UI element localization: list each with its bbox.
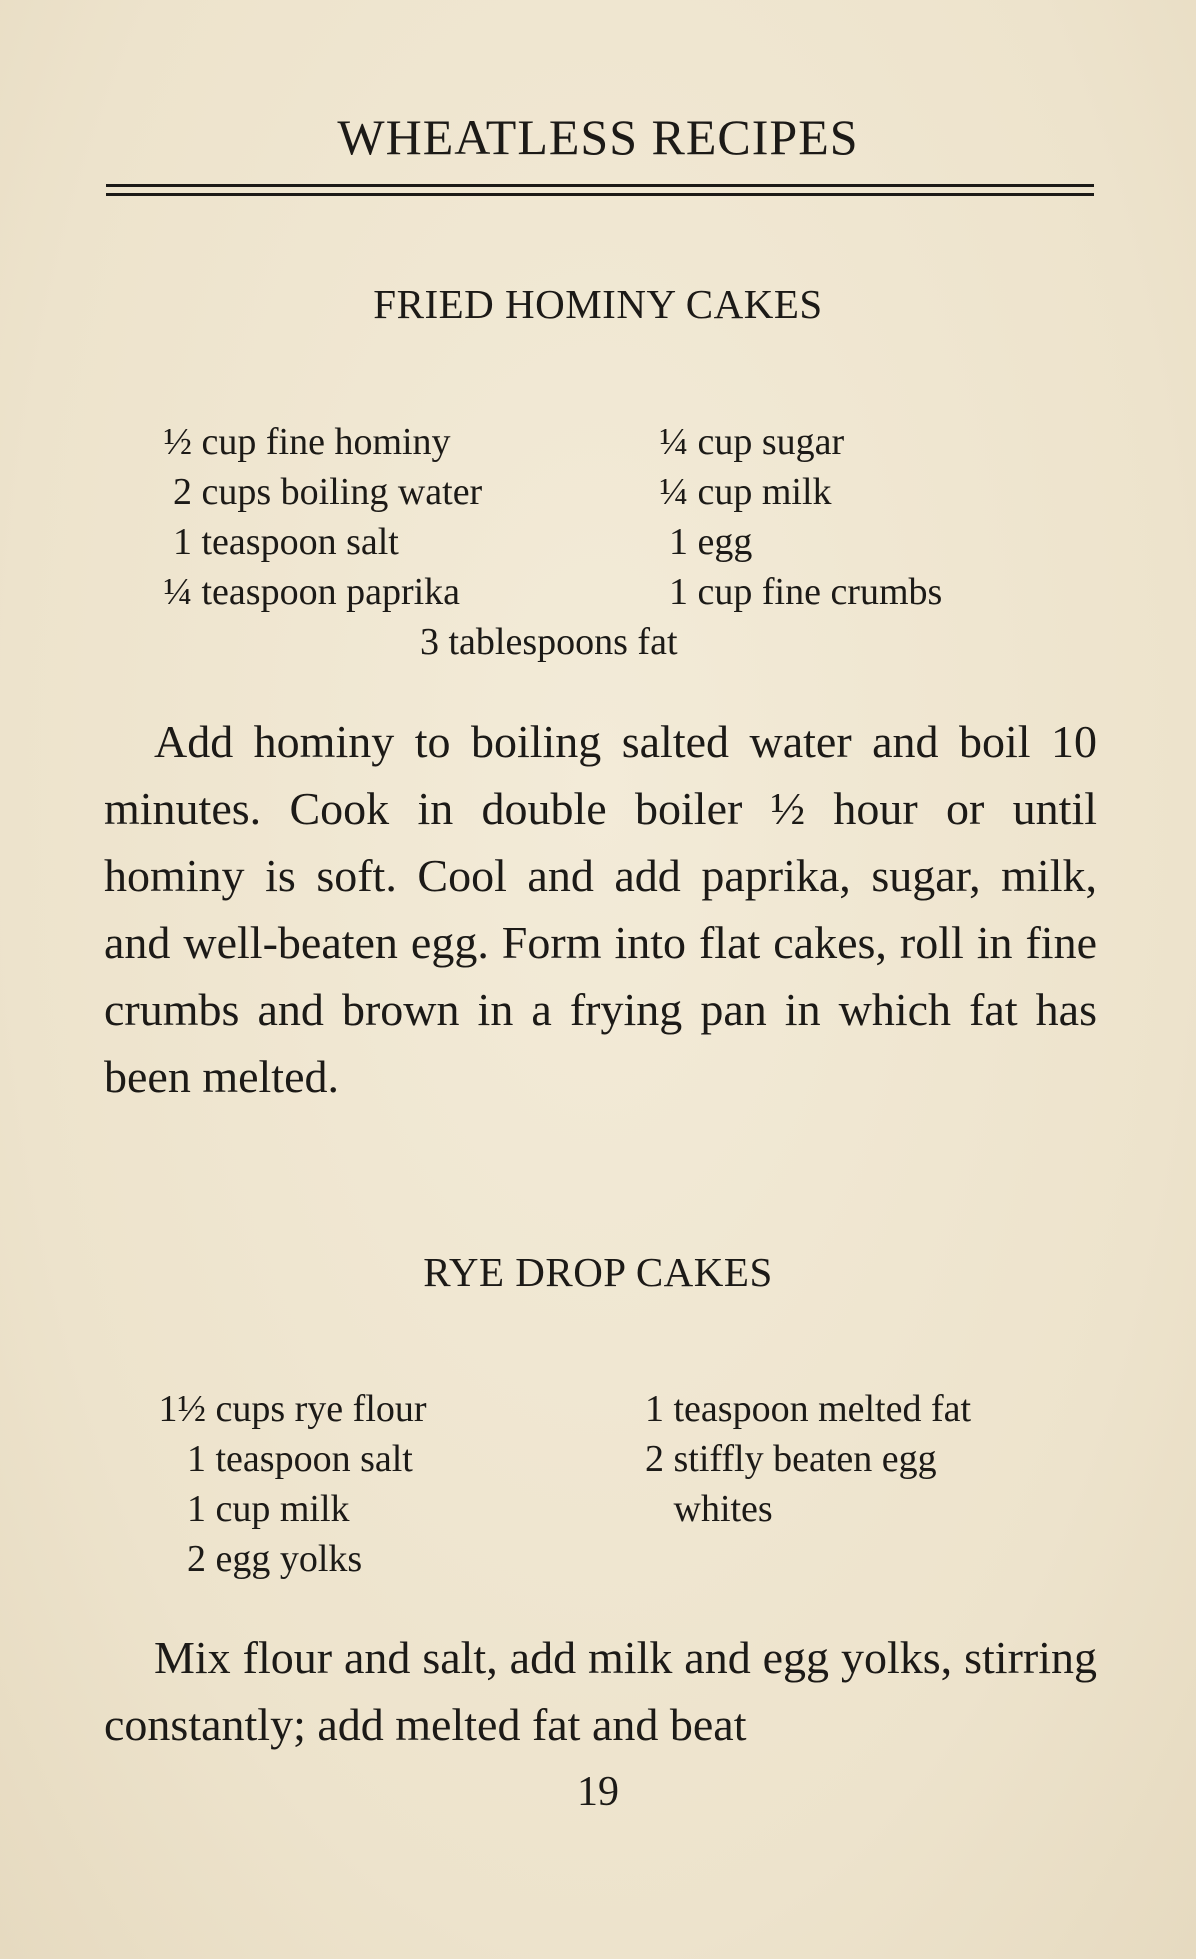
- method-paragraph: Add hominy to boiling salted water and boil 10 minutes. Cook in double boiler ½ hour or until hominy is soft. Cool and add paprika, sugar, milk, and well-beaten egg. Form into flat cakes, roll in fine crumbs and brown in a frying pan in which fat has been melted.: [104, 716, 1097, 1102]
- ingredient-item: 1½ cups rye flour: [158, 1388, 427, 1430]
- ingredient-item: ¼ teaspoon paprika: [163, 571, 461, 613]
- ingredient-item: whites: [673, 1488, 773, 1530]
- method-paragraph: Mix flour and salt, add milk and egg yolks, stirring constantly; add melted fat and beat: [104, 1632, 1097, 1750]
- ingredient-item: 1 teaspoon salt: [173, 521, 399, 563]
- ingredient-item: 3 tablespoons fat: [420, 621, 678, 663]
- page-number: 19: [577, 1769, 619, 1815]
- ingredient-item: 2 stiffly beaten egg: [645, 1438, 937, 1480]
- ingredient-item: 1 teaspoon melted fat: [645, 1388, 972, 1430]
- recipe-title-fried-hominy-cakes: FRIED HOMINY CAKES: [373, 281, 823, 327]
- double-rule: [106, 184, 1094, 196]
- ingredient-item: ¼ cup sugar: [659, 421, 845, 463]
- ingredient-item: 1 teaspoon salt: [187, 1438, 413, 1480]
- ingredient-item: 2 cups boiling water: [173, 471, 483, 513]
- running-head: WHEATLESS RECIPES: [337, 109, 859, 165]
- ingredient-item: 1 egg: [669, 521, 753, 563]
- recipe-title-rye-drop-cakes: RYE DROP CAKES: [423, 1249, 773, 1295]
- ingredient-item: ½ cup fine hominy: [163, 421, 451, 463]
- ingredient-item: ¼ cup milk: [659, 471, 832, 513]
- ingredient-item: 2 egg yolks: [187, 1538, 363, 1580]
- ingredient-item: 1 cup fine crumbs: [669, 571, 943, 613]
- ingredient-item: 1 cup milk: [187, 1488, 350, 1530]
